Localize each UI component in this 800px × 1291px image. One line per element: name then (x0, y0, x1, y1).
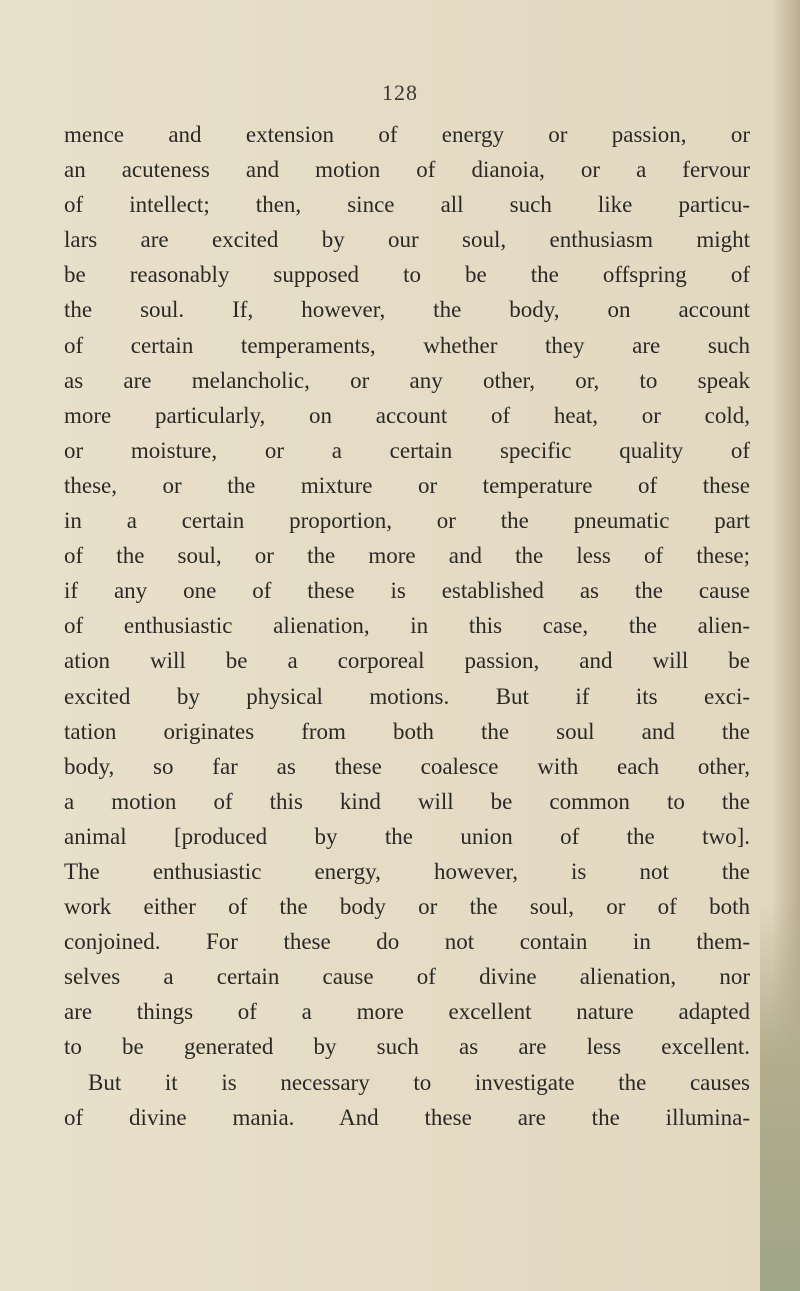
body-text (64, 117, 750, 1135)
text-line: lars are excited by our soul, enthusiasm might (64, 227, 750, 253)
text-line: of divine mania. And these are the illumina- (64, 1104, 750, 1130)
paragraph-first-line: But it is necessary to investigate the causes (88, 1069, 750, 1095)
text-line: the soul. If, however, the body, on account (64, 297, 750, 323)
text-line: tation originates from both the soul and the (64, 718, 750, 744)
text-line: of the soul, or the more and the less of these; (64, 543, 750, 569)
text-line: excited by physical motions. But if its exci- (64, 683, 750, 709)
text-line: or moisture, or a certain specific quality of (64, 437, 750, 463)
text-line: an acuteness and motion of dianoia, or a fervour (64, 157, 750, 183)
text-line: body, so far as these coalesce with each other, (64, 753, 750, 779)
text-line: of certain temperaments, whether they are such (64, 332, 750, 358)
text-line: work either of the body or the soul, or of both (64, 894, 750, 920)
page-number: 128 (382, 80, 418, 105)
text-line: The enthusiastic energy, however, is not the (64, 858, 750, 884)
text-line: of enthusiastic alienation, in this case, the alien- (64, 613, 750, 639)
text-line: animal [produced by the union of the two]. (64, 823, 750, 849)
text-line: of intellect; then, since all such like particu- (64, 192, 750, 218)
text-line: in a certain proportion, or the pneumatic part (64, 508, 750, 534)
text-line: these, or the mixture or temperature of these (64, 472, 750, 498)
page-edge-discoloration (760, 900, 800, 1291)
text-line: as are melancholic, or any other, or, to speak (64, 367, 750, 393)
text-line: be reasonably supposed to be the offspring of (64, 262, 750, 288)
text-line: if any one of these is established as the cause (64, 578, 750, 604)
text-line: more particularly, on account of heat, or cold, (64, 402, 750, 428)
text-line: are things of a more excellent nature adapted (64, 999, 750, 1025)
text-line: selves a certain cause of divine alienation, nor (64, 964, 750, 990)
text-line: to be generated by such as are less excellent. (64, 1034, 750, 1060)
text-line: conjoined. For these do not contain in them- (64, 929, 750, 955)
text-line: ation will be a corporeal passion, and will be (64, 648, 750, 674)
text-line: a motion of this kind will be common to the (64, 788, 750, 814)
text-line: mence and extension of energy or passion, or (64, 122, 750, 147)
